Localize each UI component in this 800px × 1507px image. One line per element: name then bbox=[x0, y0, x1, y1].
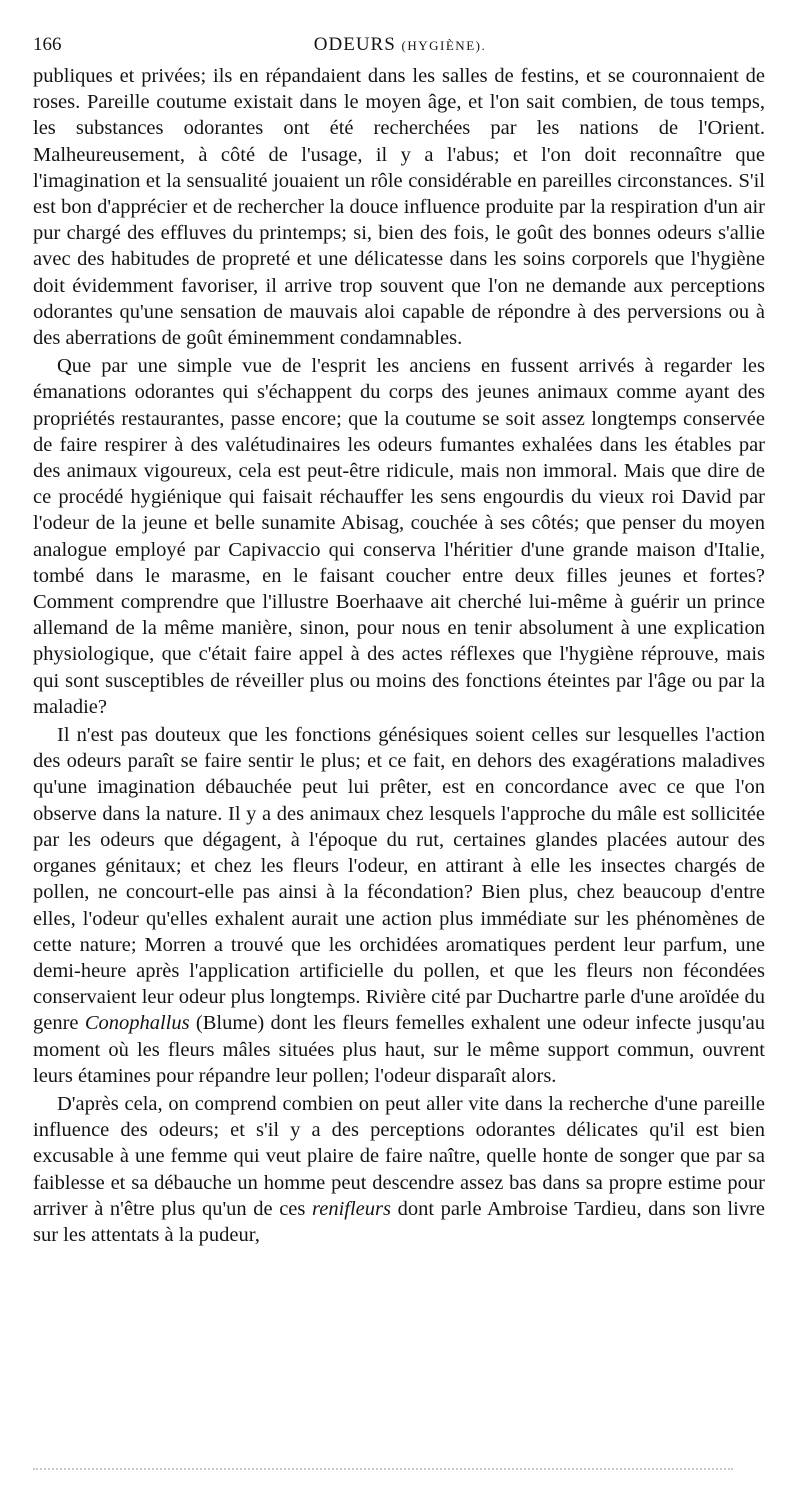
running-head bbox=[33, 32, 767, 59]
text-run: Que par une simple vue de l'esprit les anciens en fussent arrivés à regarder les émanations odorantes qui s'échappent du corps des jeunes animaux comme ayant des propriétés restaurantes, passe encore; que la coutume se soit assez longtemps conservée de faire respirer à des valétudinaires les odeurs fumantes exhalées dans les étables par des animaux vigoureux, cela est peut-être ridicule, mais non immoral. Mais que dire de ce procédé hygiénique qui faisait réchauffer les sens engourdis du vieux roi David par l'odeur de la jeune et belle sunamite Abisag, couchée à ses côtés; que penser du moyen analogue employé par Capivaccio qui conserva l'héritier d'une grande maison d'Italie, tombé dans le marasme, en le faisant coucher entre deux filles jeunes et fortes? Comment comprendre que l'illustre Boerhaave ait cherché lui-même à guérir un prince allemand de la même manière, sinon, pour nous en tenir absolument à une explication physiologique, que c'était faire appel à des actes réflexes que l'hygiène réprouve, mais qui sont susceptibles de réveiller plus ou moins des fonctions éteintes par l'âge ou par la maladie? bbox=[33, 355, 765, 718]
paragraph bbox=[33, 63, 765, 351]
running-head-title: ODEURS bbox=[313, 34, 396, 55]
page-header bbox=[33, 32, 767, 58]
paragraph bbox=[33, 353, 765, 720]
footer-divider bbox=[33, 1468, 733, 1474]
text-run: D'après cela, on comprend combien on peut aller vite dans la recherche d'une pareille influence des odeurs; et s'il y a des perceptions odorantes délicates qu'il est bien excusable à une femme qui veut plaire de faire naître, quelle honte de songer que par sa faiblesse et sa débauche un homme peut descendre assez bas dans sa propre estime pour arriver à n'être plus qu'un de ces bbox=[33, 1092, 765, 1220]
paragraph bbox=[33, 722, 765, 1089]
italic-term: renifleurs bbox=[312, 1197, 391, 1220]
page-number: 166 bbox=[33, 34, 62, 55]
text-run: publiques et privées; ils en répandaient dans les salles de festins, et se couronnaient de roses. Pareille coutume existait dans le moyen âge, et l'on sait combien, de tous temps, les substances odorantes ont été recherchées par les nations de l'Orient. Malheureusement, à côté de l'usage, il y a l'abus; et l'on doit reconnaître que l'imagination et la sensualité jouaient un rôle considérable en pareilles circonstances. S'il est bon d'apprécier et de rechercher la douce influence produite par la respiration d'un air pur chargé des effluves du printemps; si, bien des fois, le goût des bonnes odeurs s'allie avec des habitudes de propreté et une délicatesse dans les soins corporels que l'hygiène doit évidemment favoriser, il arrive trop souvent que l'on ne demande aux perceptions odorantes qu'une sensation de mauvais aloi capable de répondre à des perversions ou à des aberrations de goût éminemment condamnables. bbox=[33, 65, 765, 350]
text-run: (Blume) dont les fleurs femelles exhalent une odeur infecte jusqu'au moment où les fleurs mâles situées plus haut, sur le même support commun, ouvrent leurs étamines pour répandre leur pollen; l'odeur disparaît alors. bbox=[33, 1012, 765, 1087]
text-run: Il n'est pas douteux que les fonctions génésiques soient celles sur lesquelles l'action des odeurs paraît se faire sentir le plus; et ce fait, en dehors des exagérations maladives qu'une imagination débauchée peut lui prêter, est en concordance avec ce que l'on observe dans la nature. Il y a des animaux chez lesquels l'approche du mâle est sollicitée par les odeurs que dégagent, à l'époque du rut, certaines glandes placées autour des organes génitaux; et chez les fleurs l'odeur, en attirant à elle les insectes chargés de pollen, ne concourt-elle pas ainsi à la fécondation? Bien plus, chez beaucoup d'entre elles, l'odeur qu'elles exhalent aurait une action plus immédiate sur les phénomènes de cette nature; Morren a trouvé que les orchidées aromatiques perdent leur parfum, une demi-heure après l'application artificielle du pollen, et que les fleurs non fécondées conservaient leur odeur plus longtemps. Rivière cité par Duchartre parle d'une aroïdée du genre bbox=[33, 724, 765, 1035]
italic-term: Conophallus bbox=[84, 1012, 190, 1035]
text-run: dont parle Ambroise Tardieu, dans son livre sur les attentats à la pudeur, bbox=[33, 1197, 765, 1246]
running-head-subtitle: (HYGIÈNE). bbox=[401, 38, 487, 53]
paragraph bbox=[33, 1091, 765, 1248]
body-text bbox=[33, 63, 765, 1248]
